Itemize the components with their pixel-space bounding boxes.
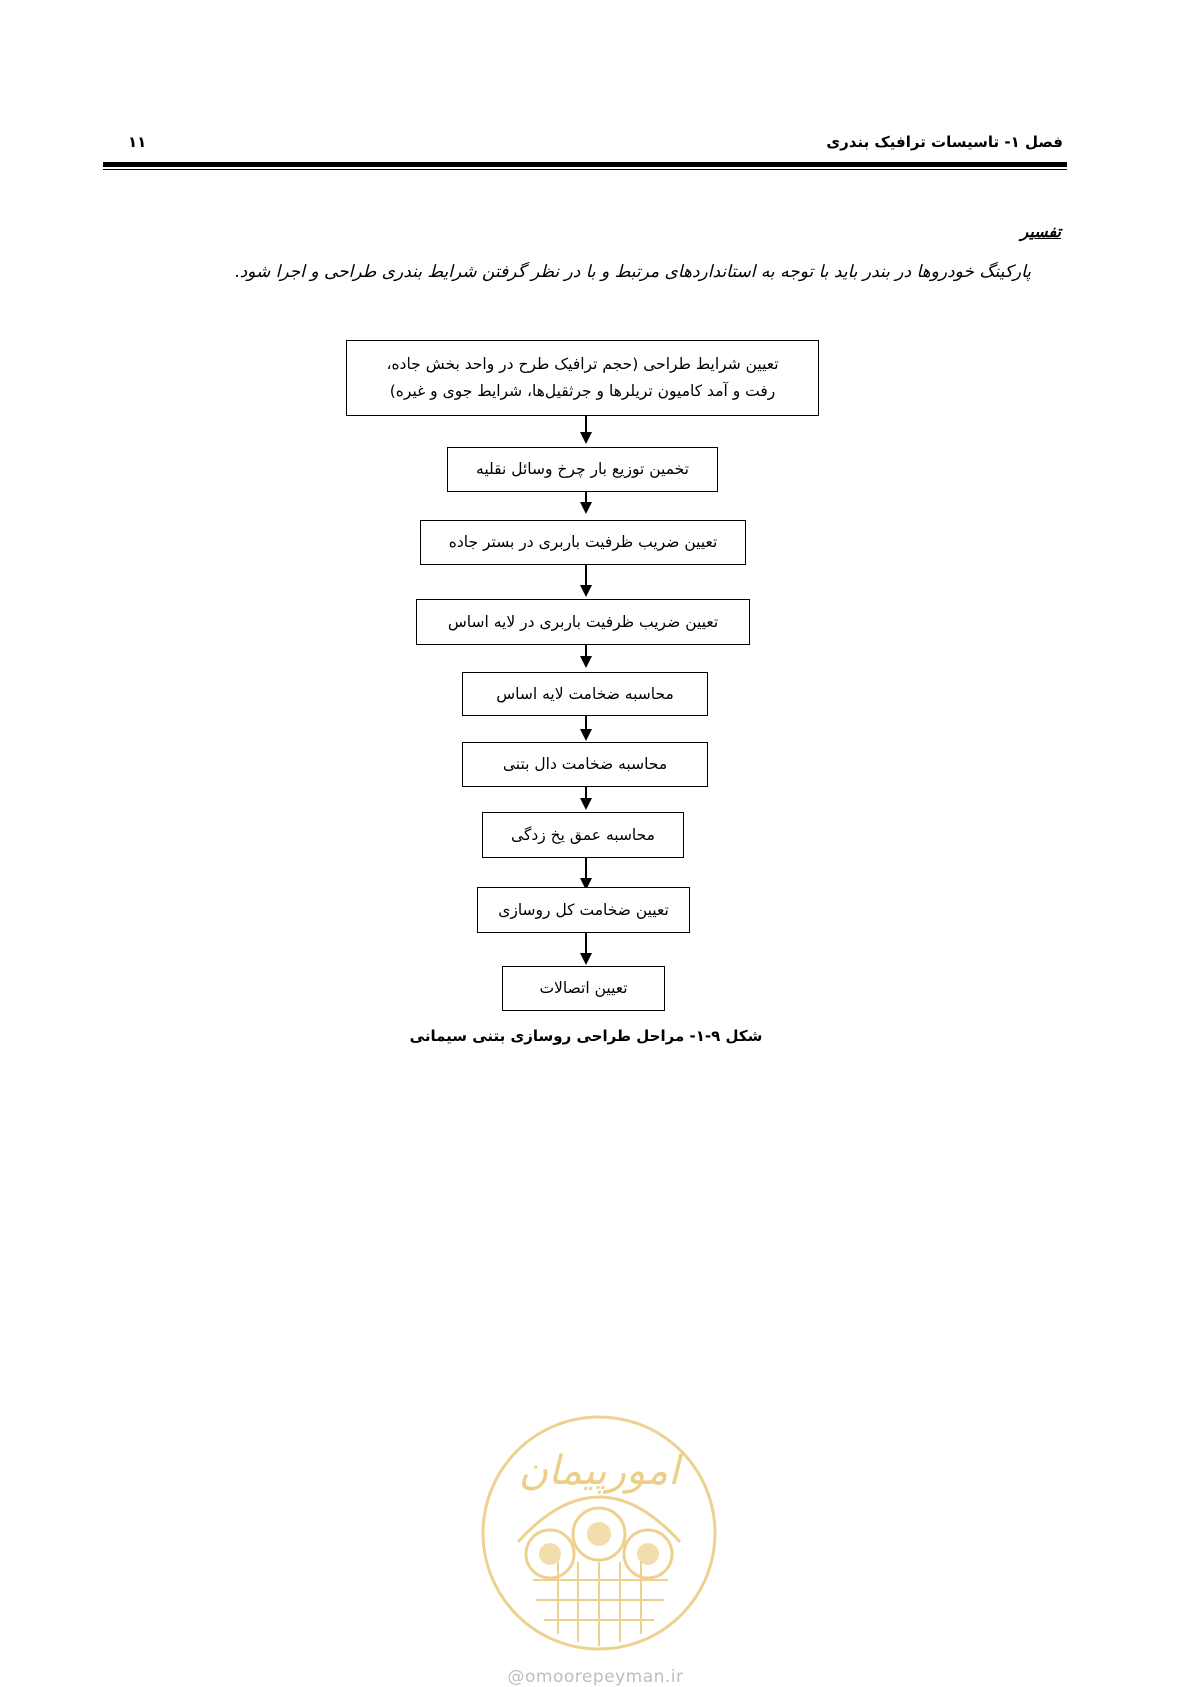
connector-5 [585,716,587,729]
connector-2 [585,492,587,502]
page-number: ۱۱ [128,133,147,151]
section-heading: تفسیر [1020,222,1061,241]
flow-step-4-label: تعیین ضریب ظرفیت باربری در لایه اساس [447,612,719,631]
connector-4 [585,645,587,656]
connector-6 [585,787,587,798]
connector-8 [585,933,587,953]
flow-step-7-label: محاسبه عمق یخ زدگی [511,825,655,844]
flow-step-5-label: محاسبه ضخامت لایه اساس [496,684,674,703]
body-paragraph: پارکینگ خودروها در بندر باید با توجه به استانداردهای مرتبط و با در نظر گرفتن شرایط بندری طراحی و اجرا شود. [234,262,1031,282]
flow-step-1-line-1: تعیین شرایط طراحی (حجم ترافیک طرح در واحد بخش جاده، [386,354,779,373]
flow-step-9-label: تعیین اتصالات [539,979,628,998]
flow-step-1-line-2: رفت و آمد کامیون تریلرها و جرثقیل‌ها، شرایط جوی و غیره) [389,382,776,400]
flow-step-8-label: تعیین ضخامت کل روسازی [498,900,669,919]
figure-caption: شکل ۹-۱- مراحل طراحی روسازی بتنی سیمانی [409,1027,763,1045]
flow-step-9 [502,966,665,1011]
connector-7 [585,858,587,878]
arrow-5 [580,729,592,741]
header-rule-thick [103,162,1067,167]
arrow-3 [580,585,592,597]
connector-1 [585,416,587,432]
flow-step-4 [416,599,750,645]
chapter-title: فصل ۱- تاسیسات ترافیک بندری [826,133,1063,151]
arrow-6 [580,798,592,810]
flow-step-8 [477,887,690,933]
watermark-site: @omoorepeyman.ir [507,1667,684,1687]
arrow-2 [580,502,592,514]
arrow-8 [580,953,592,965]
watermark-logo-text: امورپیمان [518,1448,680,1494]
flow-step-5 [462,672,708,716]
flow-step-6 [462,742,708,787]
flow-step-3 [420,520,746,565]
flow-step-1 [346,340,819,416]
arrow-4 [580,656,592,668]
flow-step-6-label: محاسبه ضخامت دال بتنی [502,755,668,774]
flow-step-2 [447,447,718,492]
arrow-1 [580,432,592,444]
flow-step-7 [482,812,684,858]
flow-step-3-label: تعیین ضریب ظرفیت باربری در بستر جاده [448,533,718,552]
watermark-logo [478,1412,720,1654]
flow-step-2-label: تخمین توزیع بار چرخ وسائل نقلیه [476,460,689,479]
connector-3 [585,565,587,585]
header-rule-thin [103,169,1067,170]
